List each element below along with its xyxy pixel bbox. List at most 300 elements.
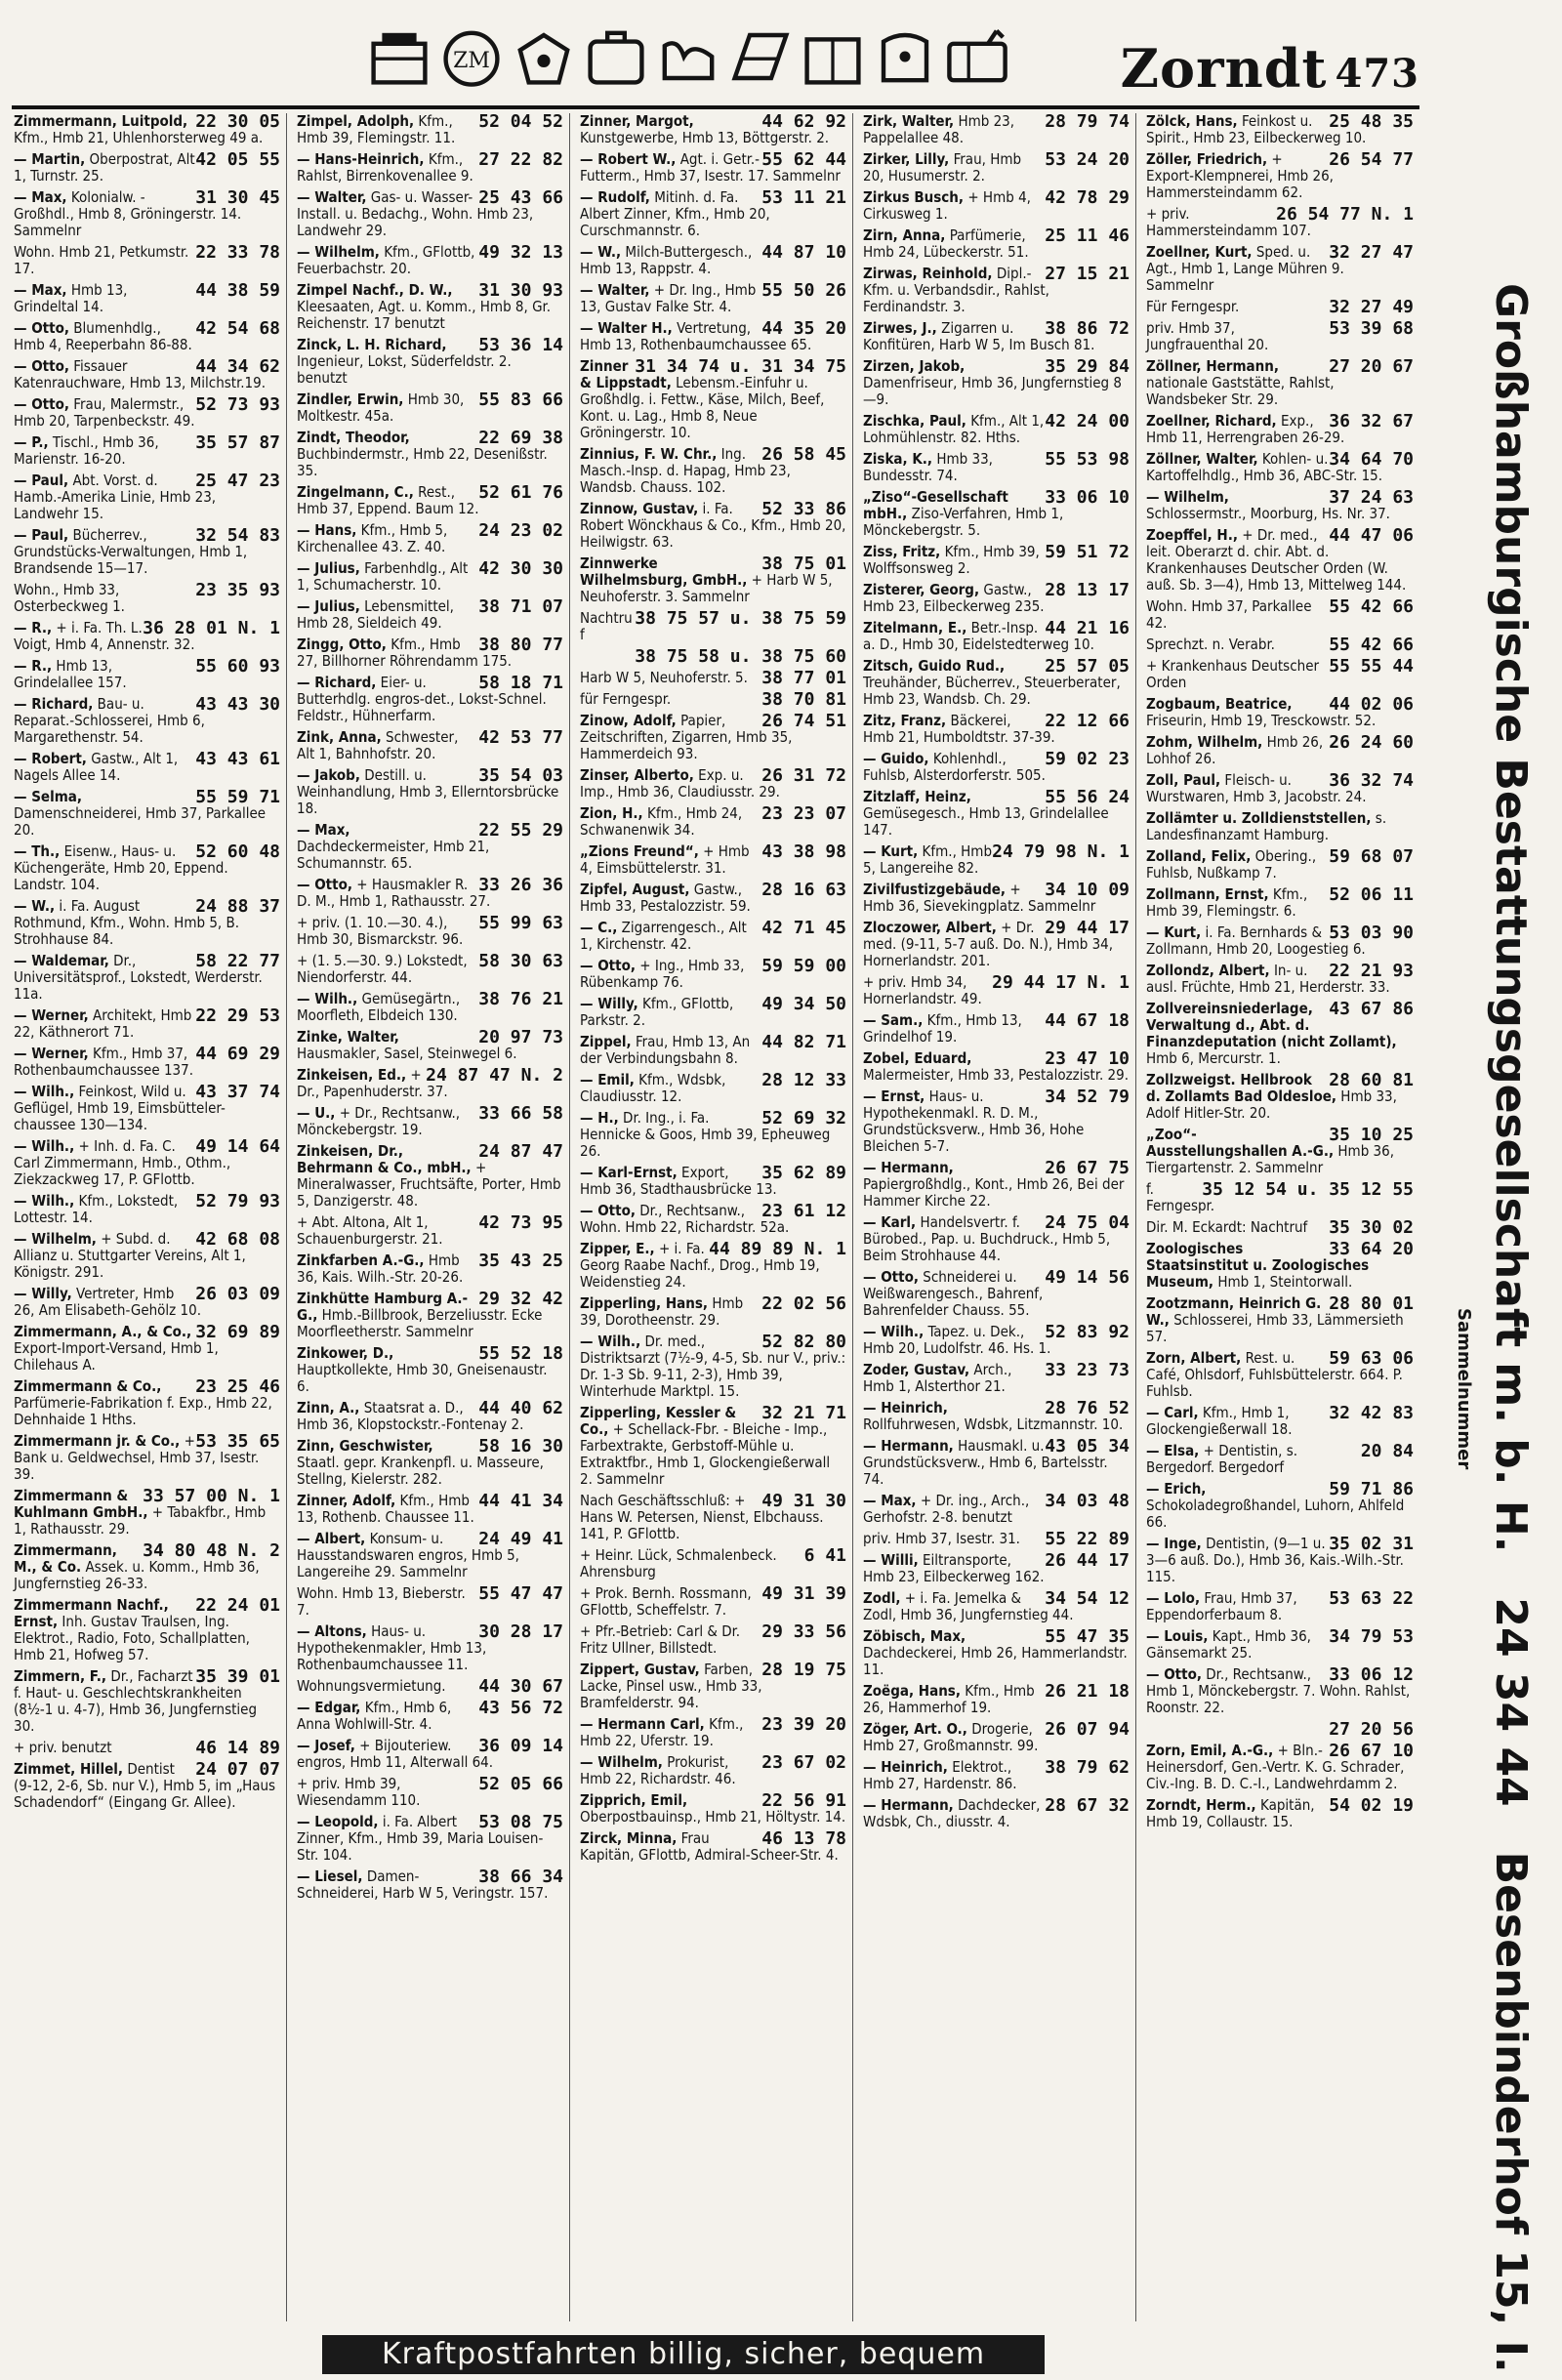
directory-entry [863, 413, 1130, 446]
entry-name: Zollämter u. Zolldienststellen, [1146, 809, 1372, 827]
directory-entry [580, 1295, 846, 1329]
entry-phone-number: 34 52 79 [1045, 1087, 1130, 1107]
entry-name: — Selma, [14, 788, 82, 805]
entry-phone-number: 36 32 67 [1329, 411, 1414, 431]
entry-name: Zogbaum, Beatrice, [1146, 695, 1293, 713]
entry-details: Dentist (9-12, 2-6, Sb. nur V.), Hmb 5, im „Haus Schadendorf“ (Eingang Gr. Allee). [14, 1760, 276, 1811]
entry-name: „Ziso“-Gesellschaft mbH., [863, 488, 1008, 522]
entry-details: + Export-Klempnerei, Hmb 26, Hammersteindamm 62. [1146, 150, 1334, 201]
entry-phone-number: 24 75 04 [1045, 1212, 1130, 1233]
entry-details: + Bank u. Geldwechsel, Hmb 37, Isestr. 39. [14, 1432, 260, 1483]
entry-name: — Otto, [297, 876, 352, 893]
entry-phone-number: 55 55 44 [1329, 656, 1414, 677]
entry-details: Hmb 13, Grindeltal 14. [14, 281, 128, 315]
directory-entry [14, 1193, 280, 1226]
entry-name: Zoëga, Hans, [863, 1682, 961, 1700]
directory-entry [297, 391, 563, 425]
entry-name: — Paul, [14, 472, 69, 489]
entry-details: Dachdeckermeister, Hmb 21, Schumannstr. 65. [297, 838, 490, 872]
entry-name: Zollondz, Albert, [1146, 962, 1270, 979]
entry-phone-number: 23 67 02 [761, 1752, 846, 1773]
directory-entry [1146, 320, 1414, 353]
entry-name: — W., [14, 897, 56, 915]
directory-entry [297, 1214, 563, 1248]
directory-entry [863, 1362, 1130, 1395]
directory-entry [14, 244, 280, 277]
entry-name: — Wilh., [14, 1083, 75, 1100]
entry-phone-number: 22 24 01 [195, 1595, 280, 1616]
entry-details: Dir. M. Eckardt: Nachtruf [1146, 1218, 1308, 1236]
directory-entry [297, 1400, 563, 1433]
directory-entry [863, 843, 1130, 877]
directory-entry [1146, 527, 1414, 594]
directory-entry [1146, 1743, 1414, 1792]
directory-entry [14, 1740, 280, 1756]
trunk-icon [367, 23, 432, 90]
entry-details: Lebensm.-Einfuhr u. Großhdlg. i. Fettw., Käse, Milch, Beef, Kont. u. Lag., Hmb 8, Neue Gröningerstr. 10. [580, 374, 825, 441]
entry-name: Zischka, Paul, [863, 412, 966, 430]
entry-name: — Sam., [863, 1011, 924, 1029]
entry-details: Hmb 13, Grindelallee 157. [14, 657, 127, 691]
entry-details: Hauptkollekte, Hmb 30, Gneisenaustr. 6. [297, 1361, 548, 1395]
directory-entry [14, 898, 280, 948]
entry-name: — Waldemar, [14, 952, 109, 969]
directory-entry [14, 1324, 280, 1374]
entry-details: Agt. i. Getr.-Futterm., Hmb 37, Isestr. 17. Sammelnr [580, 150, 841, 185]
entry-name: Ziss, Fritz, [863, 543, 941, 560]
entry-name: — Max, [863, 1492, 917, 1509]
entry-name: Zimmermann Nachf., Ernst, [14, 1596, 169, 1630]
directory-entry [580, 1241, 846, 1291]
entry-phone-number: 31 30 45 [195, 187, 280, 208]
entry-details: + Tabakfbr., Hmb 1, Rathausstr. 29. [14, 1503, 267, 1538]
entry-phone-number: 28 60 81 [1329, 1070, 1414, 1090]
directory-entry [14, 472, 280, 522]
entry-details: Oberpostbauinsp., Hmb 21, Höltystr. 14. [580, 1808, 846, 1826]
entry-name: — Willi, [863, 1551, 919, 1569]
entry-phone-number: 26 74 51 [761, 711, 846, 731]
entry-phone-number: 31 30 93 [478, 280, 563, 301]
entry-phone-number: 43 05 34 [1045, 1436, 1130, 1457]
entry-name: Zoll, Paul, [1146, 771, 1221, 789]
entry-phone-number: 23 23 07 [761, 803, 846, 824]
directory-entry [14, 1488, 280, 1538]
entry-phone-number: 31 34 74 u. 31 34 75 [635, 356, 846, 377]
entry-name: — Walter H., [580, 319, 673, 337]
entry-details: Treuhänder, Bücherrev., Steuerberater, Hmb 23, Wandsb. Ch. 29. [863, 674, 1121, 708]
directory-entry [297, 675, 563, 724]
entry-phone-number: 44 21 16 [1045, 618, 1130, 638]
entry-details: Dachdecker, Wdsbk, Ch., diusstr. 4. [863, 1796, 1041, 1830]
entry-phone-number: 42 71 45 [761, 918, 846, 938]
entry-details: + priv. Hammersteindamm 107. [1146, 205, 1311, 239]
entry-details: f. Ferngespr. [1146, 1180, 1215, 1214]
entry-name: — Wilh., [14, 1192, 75, 1210]
entry-phone-number: 33 57 00 N. 1 [143, 1486, 280, 1506]
entry-phone-number: 22 29 53 [195, 1005, 280, 1026]
entry-phone-number: 38 75 57 u. 38 75 59 [635, 608, 846, 629]
directory-entry [297, 1438, 563, 1488]
entry-name: Zinkfarben A.-G., [297, 1252, 425, 1269]
entry-details: + priv. (1. 10.—30. 4.), Hmb 30, Bismarckstr. 96. [297, 914, 464, 948]
directory-entry [580, 555, 846, 605]
entry-details: Feinkost, Wild u. Geflügel, Hmb 19, Eimsbütteler-chaussee 130—134. [14, 1083, 226, 1133]
seal-icon [439, 23, 504, 90]
directory-entry [14, 1542, 280, 1592]
directory-column-4 [861, 113, 1136, 2321]
directory-entry [863, 751, 1130, 784]
directory-entry [580, 1334, 846, 1400]
entry-name: Zirn, Anna, [863, 226, 946, 244]
entry-phone-number: 53 36 14 [478, 335, 563, 355]
entry-details: Eier- u. Butterhdlg. engros-det., Lokst-Schnel. Feldstr., Hühnerfarm. [297, 674, 547, 724]
entry-details: Kapitän, Hmb 19, Collaustr. 15. [1146, 1796, 1315, 1830]
directory-entry [863, 113, 1130, 146]
entry-name: — Otto, [1146, 1665, 1202, 1683]
entry-details: Ziso-Verfahren, Hmb 1, Mönckebergstr. 5. [863, 505, 1064, 539]
entry-name: Zootzmann, Heinrich G. W., [1146, 1294, 1322, 1329]
entry-phone-number: 35 29 84 [1045, 356, 1130, 377]
entry-phone-number: 35 54 03 [478, 765, 563, 786]
entry-name: — Julius, [297, 597, 360, 615]
funeral-company-phone: 24 34 44 [1486, 1597, 1536, 1807]
directory-entry [863, 1628, 1130, 1678]
entry-name: — Otto, [14, 395, 69, 413]
entry-name: Zippel, [580, 1033, 632, 1050]
entry-details: Friseurin, Hmb 19, Tresckowstr. 52. [1146, 712, 1377, 729]
directory-entry [297, 1531, 563, 1580]
entry-name: Zindler, Erwin, [297, 390, 404, 408]
entry-details: Kfm., Hmb 22, Uferstr. 19. [580, 1715, 744, 1749]
directory-entry [1146, 1481, 1414, 1531]
directory-entry [14, 620, 280, 653]
entry-name: Zingg, Otto, [297, 636, 387, 653]
directory-entry [1146, 1443, 1414, 1476]
entry-details: Farbenhdlg., Alt 1, Schumacherstr. 10. [297, 559, 469, 594]
directory-entry [297, 1029, 563, 1062]
entry-phone-number: 58 16 30 [478, 1436, 563, 1457]
entry-details: Kfm., Hmb 39, Flemingstr. 6. [1146, 885, 1308, 920]
directory-entry [580, 1072, 846, 1105]
entry-details: + Schellack-Fbr. - Bleiche - Imp., Farbextrakte, Gerbstoff-Mühle u. Extraktfbr., Hmb 1, Glockengießerwall 2. Sammelnr [580, 1420, 831, 1488]
entry-name: Zinow, Adolf, [580, 712, 677, 729]
directory-entry [580, 670, 846, 686]
entry-phone-number: 49 31 30 [761, 1491, 846, 1511]
bag-icon [512, 23, 576, 90]
entry-name: Zinke, Walter, [297, 1028, 399, 1046]
entry-details: Nachtruf [580, 609, 633, 643]
directory-entry [580, 996, 846, 1029]
entry-name: — C., [580, 919, 618, 936]
entry-details: Hmb 33, Adolf Hitler-Str. 20. [1146, 1087, 1397, 1122]
entry-details: Hmb 26, Lohhof 26. [1146, 733, 1324, 767]
entry-details: Obering., Fuhlsb, Nußkamp 7. [1146, 847, 1317, 882]
entry-name: Zohm, Wilhelm, [1146, 733, 1263, 751]
directory-entry [14, 1597, 280, 1663]
directory-entry [863, 1324, 1130, 1357]
entry-phone-number: 23 35 93 [195, 580, 280, 600]
entry-name: Zimmermann, Luitpold, [14, 113, 188, 130]
entry-phone-number: 59 51 72 [1045, 542, 1130, 562]
directory-entry [863, 1269, 1130, 1319]
entry-name: Zirkus Busch, [863, 188, 965, 206]
entry-name: — Paul, [14, 526, 69, 544]
directory-entry [297, 484, 563, 517]
entry-name: Zobel, Eduard, [863, 1049, 972, 1067]
entry-name: Zirzen, Jakob, [863, 357, 966, 375]
entry-details: + i. Fa. Th. L. Voigt, Hmb 4, Annenstr. 32. [14, 619, 195, 653]
entry-details: Kfm., Hmb 13, Grindelhof 19. [863, 1011, 1022, 1046]
directory-entry [14, 434, 280, 468]
entry-details: Kfm., Rahlst, Birrenkovenallee 9. [297, 150, 473, 185]
directory-entry [580, 1034, 846, 1067]
entry-phone-number: 58 22 77 [195, 951, 280, 971]
entry-name: Zinkower, D., [297, 1344, 394, 1362]
entry-name: Zinck, L. H. Richard, [297, 336, 447, 353]
directory-entry [14, 696, 280, 746]
directory-entry [1146, 489, 1414, 522]
entry-phone-number: 22 55 29 [478, 820, 563, 841]
entry-name: — Wilhelm, [297, 243, 380, 261]
directory-entry [1146, 598, 1414, 632]
entry-phone-number: 55 56 24 [1045, 787, 1130, 807]
directory-entry [580, 843, 846, 877]
entry-phone-number: 52 61 76 [478, 482, 563, 503]
directory-entry [297, 767, 563, 817]
directory-entry [297, 560, 563, 594]
entry-details: + Dr., Rechtsanw., Mönckebergstr. 19. [297, 1104, 461, 1138]
directory-entry [863, 1721, 1130, 1754]
directory-entry [14, 1761, 280, 1811]
entry-details: + Abt. Altona, Alt 1, Schauenburgerstr. 21. [297, 1213, 443, 1248]
entry-details: Gastw., Hmb 33, Pestalozzistr. 59. [580, 881, 751, 915]
directory-entry [297, 113, 563, 146]
entry-details: + Mineralwasser, Fruchtsäfte, Porter, Hmb 5, Danzigerstr. 48. [297, 1159, 561, 1210]
entry-phone-number: 55 53 98 [1045, 449, 1130, 470]
entry-details: Wohn. Hmb 21, Petkumstr. 17. [14, 243, 189, 277]
directory-entry [297, 1776, 563, 1809]
directory-entry [580, 691, 846, 708]
directory-entry [297, 430, 563, 479]
entry-phone-number: 34 54 12 [1045, 1588, 1130, 1609]
directory-entry [1146, 151, 1414, 201]
entry-name: — Hans-Heinrich, [297, 150, 425, 168]
suitcase-icon [728, 23, 793, 90]
directory-entry [297, 522, 563, 555]
directory-entry [863, 1531, 1130, 1547]
entry-name: Zollmann, Ernst, [1146, 885, 1269, 903]
directory-entry [580, 1493, 846, 1542]
directory-entry [863, 227, 1130, 261]
entry-phone-number: 52 60 48 [195, 841, 280, 862]
entry-name: — P., [14, 433, 49, 451]
entry-phone-number: 32 27 49 [1329, 297, 1414, 317]
directory-entry [863, 658, 1130, 708]
entry-details: Milch-Buttergesch., Hmb 13, Rappstr. 4. [580, 243, 753, 277]
entry-name: — Altons, [297, 1622, 367, 1640]
directory-entry [580, 282, 846, 315]
entry-phone-number: 38 75 58 u. 38 75 60 [635, 646, 846, 667]
entry-details: Sprechzt. n. Verabr. [1146, 636, 1275, 653]
entry-details: Rest. u. Café, Ohlsdorf, Fuhlsbüttelerstr. 664. P. Fuhlsb. [1146, 1349, 1403, 1400]
entry-phone-number: 22 30 05 [195, 113, 280, 132]
entry-name: — Werner, [14, 1006, 89, 1024]
directory-entry [580, 1662, 846, 1711]
entry-phone-number: 24 07 07 [195, 1759, 280, 1780]
entry-phone-number: 33 23 73 [1045, 1360, 1130, 1380]
entry-phone-number: 55 47 35 [1045, 1626, 1130, 1647]
directory-entry [863, 920, 1130, 969]
directory-column-2 [295, 113, 570, 2321]
entry-details: Parfümerie-Fabrikation f. Exp., Hmb 22, Dehnhaide 1 Hths. [14, 1394, 272, 1428]
entry-phone-number: 43 38 98 [761, 841, 846, 862]
directory-entry [1146, 924, 1414, 958]
directory-entry [863, 544, 1130, 577]
entry-details: + Inh. d. Fa. C. Carl Zimmermann, Hmb., Othm., Ziekzackweg 17, P. GFlottb. [14, 1137, 231, 1188]
directory-entry [1146, 1405, 1414, 1438]
entry-details: Kfm., Wdsbk, Claudiusstr. 12. [580, 1071, 726, 1105]
entry-details: Gastw., Hmb 23, Eilbeckerweg 235. [863, 581, 1045, 615]
entry-phone-number: 25 43 66 [478, 187, 563, 208]
directory-entry [297, 1143, 563, 1210]
directory-entry [14, 658, 280, 691]
entry-details: Kfm., Hmb 27, Billhorner Röhrendamm 175. [297, 636, 513, 670]
entry-name: — U., [297, 1104, 336, 1122]
entry-name: — Karl-Ernst, [580, 1164, 678, 1181]
entry-details: i. Fa. August Rothmund, Kfm., Wohn. Hmb 5, B. Strohhause 84. [14, 897, 240, 948]
directory-entry [14, 396, 280, 430]
entry-details: Wohn., Hmb 33, Osterbeckweg 1. [14, 581, 125, 615]
directory-entry [1146, 886, 1414, 920]
directory-entry [580, 610, 846, 643]
entry-phone-number: 44 41 34 [478, 1491, 563, 1511]
box-icon [873, 23, 937, 90]
entry-phone-number: 44 38 59 [195, 280, 280, 301]
entry-details: Kunstgewerbe, Hmb 13, Böttgerstr. 2. [580, 129, 830, 146]
entry-details: Fleisch- u. Wurstwaren, Hmb 3, Jacobstr. 24. [1146, 771, 1367, 805]
entry-phone-number: 55 99 63 [478, 913, 563, 933]
entry-details: Wohn. Hmb 13, Bieberstr. 7. [297, 1584, 466, 1619]
entry-phone-number: 53 03 90 [1329, 923, 1414, 943]
entry-name: — Richard, [14, 695, 94, 713]
directory-entry [14, 320, 280, 353]
directory-entry [14, 151, 280, 185]
entry-details: Haus- u. Hypothekenmakl. R. D. M., Grundstücksverw., Hmb 36, Hohe Bleichen 5-7. [863, 1087, 1085, 1155]
entry-details: + Dentistin, s. Bergedorf. Bergedorf [1146, 1442, 1298, 1476]
entry-details: Dr. Ing., i. Fa. Hennicke & Goos, Hmb 39, Epheuweg 26. [580, 1109, 831, 1160]
header-rule [12, 105, 1419, 109]
directory-entry [1146, 1241, 1414, 1291]
entry-phone-number: 29 44 17 [1045, 918, 1130, 938]
entry-name: Zinnius, F. W. Chr., [580, 445, 718, 463]
entry-name: Zöllner, Hermann, [1146, 357, 1279, 375]
entry-phone-number: 36 32 74 [1329, 770, 1414, 791]
entry-details: + Dr. med. (9-11, 5-7 auß. Do. N.), Hmb 34, Hornerlandstr. 201. [863, 919, 1114, 969]
entry-details: Destill. u. Weinhandlung, Hmb 3, Ellerntorsbrücke 18. [297, 766, 559, 817]
entry-details: Ingenieur, Lokst, Süderfeldstr. 2. benutzt [297, 352, 512, 387]
directory-entry [297, 1105, 563, 1138]
directory-entry [863, 358, 1130, 408]
entry-phone-number: 38 80 77 [478, 635, 563, 655]
entry-name: Zolland, Felix, [1146, 847, 1252, 865]
entry-details: Nach Geschäftsschluß: + Hans W. Petersen, Nienst, Elbchauss. 141, P. GFlottb. [580, 1492, 824, 1542]
directory-entry [863, 1493, 1130, 1526]
entry-name: — Hermann, [863, 1159, 954, 1176]
directory-entry [580, 805, 846, 839]
entry-phone-number: 26 03 09 [195, 1284, 280, 1304]
entry-phone-number: 28 76 52 [1045, 1398, 1130, 1418]
entry-details: + Ing., Hmb 33, Rübenkamp 76. [580, 957, 745, 991]
directory-entry [863, 266, 1130, 315]
entry-details: Eiltransporte, Hmb 23, Eilbeckerweg 162. [863, 1551, 1045, 1585]
directory-entry [1146, 696, 1414, 729]
entry-name: Zimmermann & Kuhlmann GmbH., [14, 1487, 148, 1521]
pouch-icon [801, 23, 865, 90]
entry-phone-number: 38 77 01 [761, 668, 846, 688]
entry-phone-number: 29 33 56 [761, 1621, 846, 1642]
directory-entry [297, 1623, 563, 1673]
directory-entry [297, 1067, 563, 1100]
entry-phone-number: 27 15 21 [1045, 264, 1130, 284]
directory-entry [14, 1378, 280, 1428]
entry-phone-number: 26 44 17 [1045, 1550, 1130, 1571]
entry-name: Zirwas, Reinhold, [863, 265, 993, 282]
entry-details: Gastw., Alt 1, Nagels Allee 14. [14, 750, 179, 784]
entry-details: Buchbindermstr., Hmb 22, Desenißstr. 35. [297, 445, 548, 479]
entry-details: + Hmb 4, Cirkusweg 1. [863, 188, 1031, 223]
entry-phone-number: 49 14 64 [195, 1136, 280, 1157]
entry-details: Dr. med., Distriktsarzt (7½-9, 4-5, Sb. nur V., priv.: Dr. 1-3 Sb. 9-11, 2-3), Hmb 39, Winterhude Marktpl. 15. [580, 1333, 846, 1400]
directory-entry [1146, 1295, 1414, 1345]
entry-name: — Edgar, [297, 1699, 361, 1716]
entry-phone-number: 32 69 89 [195, 1322, 280, 1342]
entry-phone-number: 34 10 09 [1045, 880, 1130, 900]
entry-phone-number: 35 62 89 [761, 1163, 846, 1183]
directory-entry [1146, 810, 1414, 843]
directory-entry [297, 189, 563, 239]
entry-name: Zirk, Walter, [863, 113, 955, 130]
entry-phone-number: 52 05 66 [478, 1774, 563, 1794]
entry-name: Zinkeisen, Ed., [297, 1066, 407, 1084]
directory-column-5 [1144, 113, 1419, 2321]
entry-phone-number: 49 32 13 [478, 242, 563, 263]
directory-entry [1146, 299, 1414, 315]
entry-phone-number: 34 79 53 [1329, 1626, 1414, 1647]
entry-name: — Leopold, [297, 1813, 379, 1830]
entry-phone-number: 55 62 44 [761, 149, 846, 170]
page-header [0, 0, 1562, 109]
directory-entry [1146, 848, 1414, 882]
entry-details: + Bijouteriew. engros, Hmb 11, Alterwall 64. [297, 1737, 494, 1771]
entry-phone-number: 28 12 33 [761, 1070, 846, 1090]
entry-name: — Walter, [580, 281, 650, 299]
entry-details: Kfm., Hmb 6, Anna Wohlwill-Str. 4. [297, 1699, 452, 1733]
directory-entry [14, 843, 280, 893]
entry-phone-number: 49 34 50 [761, 994, 846, 1014]
entry-phone-number: 26 07 94 [1045, 1719, 1130, 1740]
entry-phone-number: 53 24 20 [1045, 149, 1130, 170]
entry-phone-number: 27 22 82 [478, 149, 563, 170]
entry-name: Zimmermann jr. & Co., [14, 1432, 181, 1450]
entry-phone-number: 26 31 72 [761, 765, 846, 786]
entry-details: Hmb 39, Dorotheenstr. 29. [580, 1294, 744, 1329]
directory-entry [1146, 1797, 1414, 1830]
directory-entry [1146, 1350, 1414, 1400]
directory-entry [14, 113, 280, 146]
entry-name: Zitz, Franz, [863, 712, 947, 729]
entry-details: priv. Hmb 37, Jungfrauenthal 20. [1146, 319, 1269, 353]
entry-phone-number: 26 58 45 [761, 444, 846, 465]
